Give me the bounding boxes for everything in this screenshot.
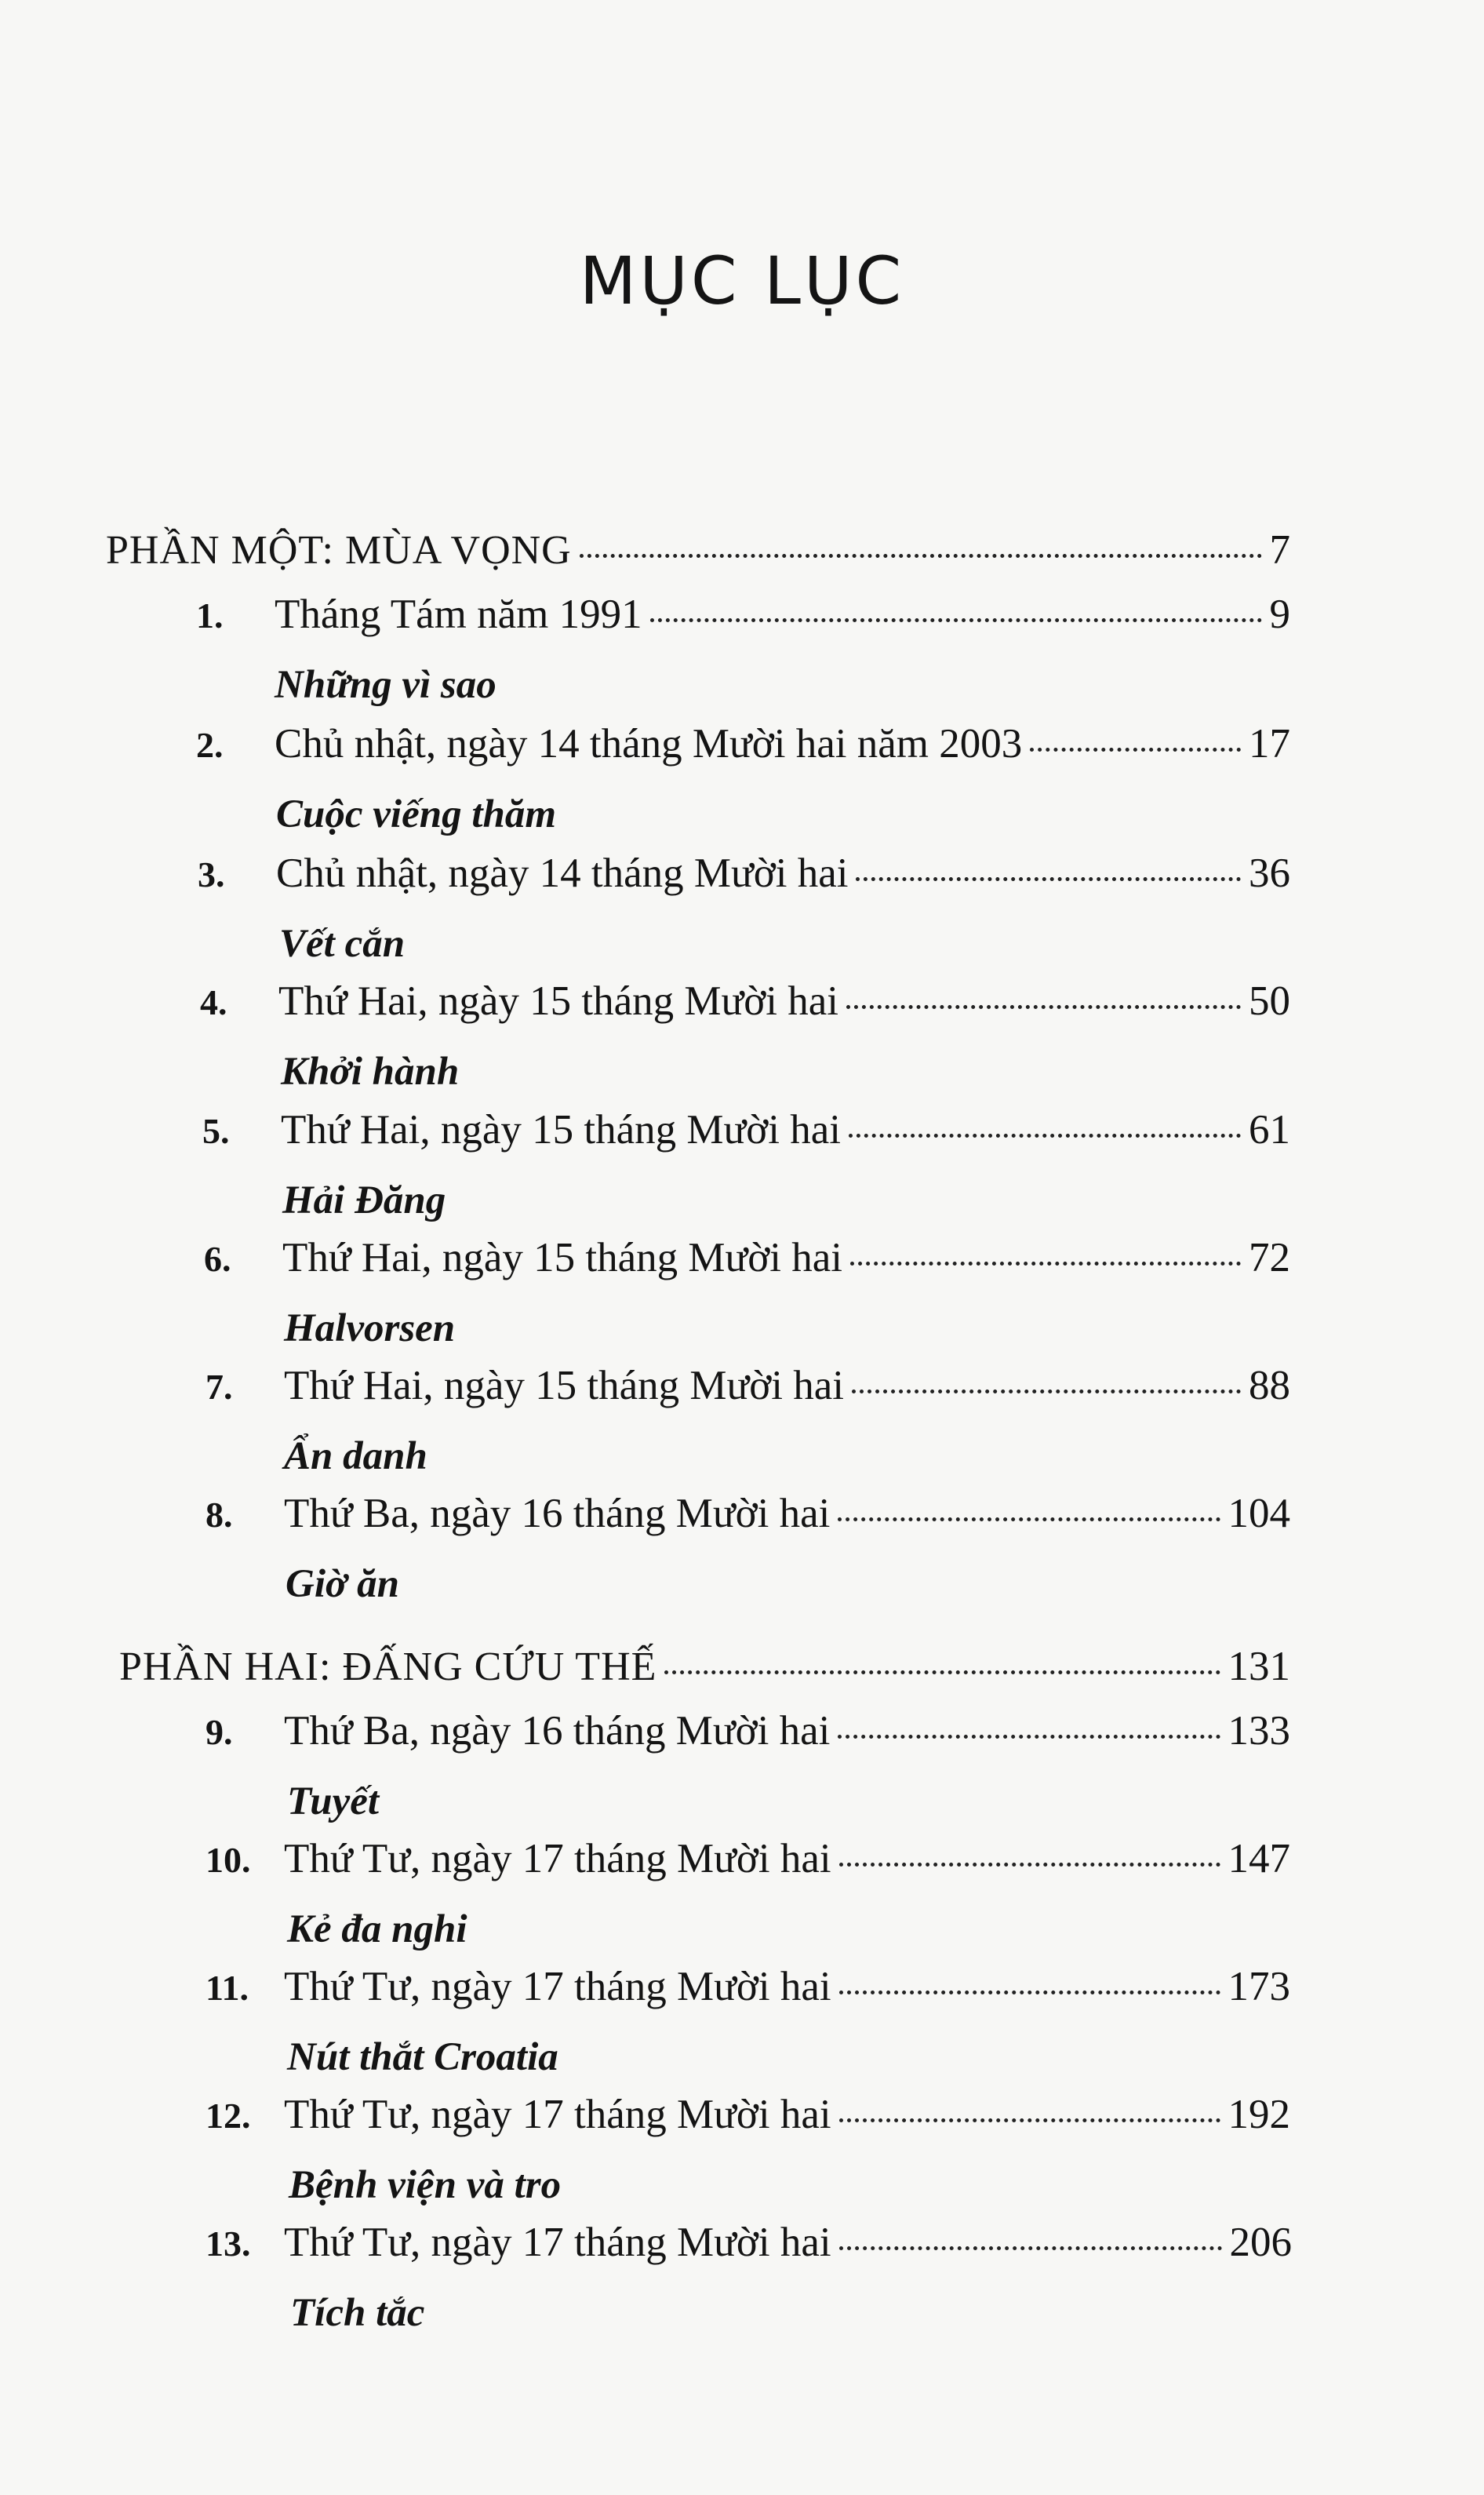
toc-chapter-12[interactable]	[206, 2094, 1290, 2136]
part-page-number: 131	[1228, 1644, 1290, 1689]
dot-leader	[846, 1005, 1241, 1009]
chapter-subtitle: Khởi hành	[281, 1050, 460, 1094]
chapter-subtitle: Cuộc viếng thăm	[276, 792, 557, 836]
chapter-page-number: 104	[1228, 1491, 1290, 1536]
part-label: PHẦN MỘT: MÙA VỌNG	[106, 528, 572, 573]
chapter-title: Chủ nhật, ngày 14 tháng Mười hai năm 2003	[275, 721, 1023, 767]
chapter-page-number: 173	[1228, 1964, 1290, 2009]
chapter-title: Tháng Tám năm 1991	[275, 592, 642, 637]
chapter-title: Thứ Ba, ngày 16 tháng Mười hai	[284, 1491, 831, 1536]
toc-chapter-2[interactable]	[196, 723, 1290, 765]
part-label: PHẦN HAI: ĐẤNG CỨU THẾ	[119, 1645, 657, 1689]
chapter-subtitle: Hải Đăng	[282, 1178, 446, 1222]
chapter-title: Thứ Hai, ngày 15 tháng Mười hai	[281, 1107, 841, 1153]
dot-leader	[1030, 748, 1241, 752]
toc-part-1[interactable]	[106, 527, 1290, 573]
chapter-number: 2.	[196, 725, 224, 765]
chapter-page-number: 50	[1249, 978, 1290, 1024]
chapter-title: Thứ Tư, ngày 17 tháng Mười hai	[284, 2092, 831, 2137]
chapter-page-number: 147	[1228, 1836, 1290, 1881]
chapter-page-number: 206	[1229, 2220, 1292, 2265]
chapter-number: 9.	[206, 1712, 233, 1752]
dot-leader	[839, 2118, 1220, 2122]
chapter-number: 7.	[206, 1367, 233, 1407]
dot-leader	[664, 1670, 1220, 1674]
chapter-page-number: 88	[1249, 1363, 1290, 1408]
dot-leader	[838, 1735, 1220, 1739]
toc-part-2[interactable]	[119, 1646, 1290, 1688]
chapter-number: 12.	[206, 2096, 251, 2136]
chapter-subtitle: Những vì sao	[275, 663, 496, 707]
chapter-number: 6.	[204, 1239, 231, 1279]
chapter-number: 13.	[206, 2224, 251, 2264]
toc-chapter-9[interactable]	[206, 1710, 1290, 1752]
chapter-title: Thứ Ba, ngày 16 tháng Mười hai	[284, 1708, 831, 1754]
dot-leader	[838, 1517, 1220, 1521]
chapter-subtitle: Bệnh viện và tro	[289, 2163, 562, 2207]
chapter-title: Thứ Hai, ngày 15 tháng Mười hai	[282, 1235, 842, 1280]
chapter-subtitle: Vết cắn	[279, 922, 406, 966]
toc-chapter-6[interactable]	[204, 1237, 1290, 1279]
dot-leader	[650, 618, 1262, 622]
chapter-page-number: 17	[1249, 721, 1290, 767]
chapter-number: 11.	[206, 1968, 249, 2008]
chapter-title: Thứ Hai, ngày 15 tháng Mười hai	[278, 978, 838, 1024]
chapter-number: 1.	[196, 596, 224, 636]
chapter-number: 5.	[202, 1111, 230, 1151]
toc-chapter-7[interactable]	[206, 1365, 1290, 1407]
chapter-page-number: 61	[1249, 1107, 1290, 1153]
chapter-page-number: 192	[1228, 2092, 1290, 2137]
chapter-number: 4.	[200, 982, 227, 1022]
chapter-subtitle: Nút thắt Croatia	[287, 2035, 558, 2079]
chapter-page-number: 36	[1249, 850, 1290, 896]
chapter-subtitle: Giờ ăn	[286, 1562, 399, 1606]
chapter-title: Chủ nhật, ngày 14 tháng Mười hai	[276, 850, 849, 896]
chapter-subtitle: Halvorsen	[284, 1306, 456, 1350]
chapter-page-number: 133	[1228, 1708, 1290, 1754]
chapter-subtitle: Kẻ đa nghi	[287, 1907, 467, 1951]
toc-chapter-4[interactable]	[200, 978, 1290, 1024]
dot-leader	[580, 554, 1262, 558]
chapter-number: 3.	[198, 854, 225, 894]
dot-leader	[849, 1134, 1241, 1138]
chapter-number: 8.	[206, 1495, 233, 1535]
chapter-title: Thứ Tư, ngày 17 tháng Mười hai	[284, 2220, 831, 2265]
toc-chapter-8[interactable]	[206, 1493, 1290, 1535]
dot-leader	[839, 1863, 1220, 1867]
chapter-subtitle: Tuyết	[287, 1779, 380, 1823]
chapter-page-number: 9	[1269, 592, 1290, 637]
chapter-subtitle: Tích tắc	[290, 2291, 425, 2335]
chapter-title: Thứ Tư, ngày 17 tháng Mười hai	[284, 1964, 831, 2009]
chapter-number: 10.	[206, 1840, 251, 1880]
chapter-title: Thứ Tư, ngày 17 tháng Mười hai	[284, 1836, 831, 1881]
toc-chapter-1[interactable]	[196, 594, 1290, 636]
dot-leader	[852, 1390, 1241, 1393]
toc-chapter-13[interactable]	[206, 2222, 1292, 2264]
toc-chapter-10[interactable]	[206, 1838, 1290, 1880]
dot-leader	[856, 877, 1241, 881]
page-title: MỤC LỤC	[579, 242, 905, 319]
dot-leader	[850, 1262, 1241, 1266]
dot-leader	[839, 2246, 1222, 2250]
toc-chapter-11[interactable]	[206, 1966, 1290, 2008]
chapter-subtitle: Ẩn danh	[284, 1434, 427, 1478]
chapter-page-number: 72	[1249, 1235, 1290, 1280]
part-page-number: 7	[1269, 527, 1290, 573]
toc-chapter-5[interactable]	[202, 1109, 1290, 1151]
chapter-title: Thứ Hai, ngày 15 tháng Mười hai	[284, 1363, 844, 1408]
toc-chapter-3[interactable]	[198, 850, 1290, 896]
dot-leader	[839, 1991, 1220, 1994]
